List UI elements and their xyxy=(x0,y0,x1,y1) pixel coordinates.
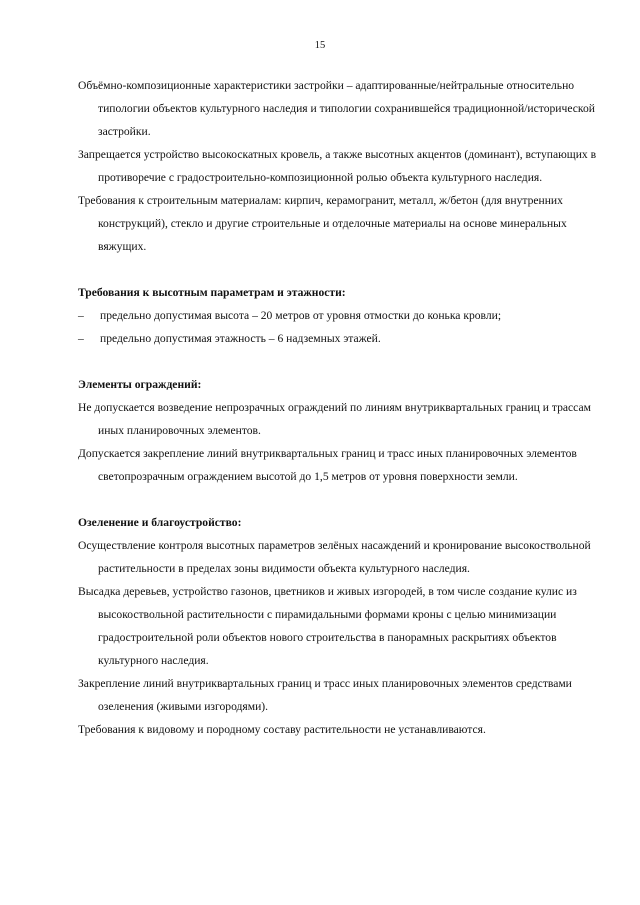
section-heading: Элементы ограждений: xyxy=(78,378,202,391)
paragraph: Объёмно-композиционные характеристики застройки – адаптированные/нейтральные относительно типологии объектов культурного наследия и типологии сохранившейся традиционной/исторической застройки. xyxy=(78,79,595,138)
list-item-text: предельно допустимая этажность – 6 надземных этажей. xyxy=(100,332,381,345)
intro-section xyxy=(78,74,598,258)
list-item xyxy=(78,304,598,327)
fences-section xyxy=(78,373,598,488)
section-heading: Озеленение и благоустройство: xyxy=(78,516,242,529)
height-section xyxy=(78,281,598,350)
list-item xyxy=(78,327,598,350)
paragraph: Запрещается устройство высокоскатных кровель, а также высотных акцентов (доминант), вступающих в противоречие с градостроительно-композиционной ролью объекта культурного наследия. xyxy=(78,148,597,184)
page-content xyxy=(78,74,598,741)
paragraph: Требования к строительным материалам: кирпич, керамогранит, металл, ж/бетон (для внутренних конструкций), стекло и другие строительные и отделочные материалы на основе минеральных вяжущих. xyxy=(78,194,567,253)
section-heading: Требования к высотным параметрам и этажности: xyxy=(78,286,346,299)
greening-section xyxy=(78,511,598,741)
paragraph: Не допускается возведение непрозрачных ограждений по линиям внутриквартальных границ и трассам иных планировочных элементов. xyxy=(78,401,591,437)
page-number: 15 xyxy=(314,40,326,51)
paragraph: Допускается закрепление линий внутриквартальных границ и трасс иных планировочных элементов светопрозрачным ограждением высотой до 1,5 метров от уровня поверхности земли. xyxy=(78,447,577,483)
paragraph: Высадка деревьев, устройство газонов, цветников и живых изгородей, в том числе создание кулис из высокоствольной растительности с пирамидальными формами кроны с целью минимизации градостроительной роли объектов нового строительства в панорамных раскрытиях объектов культурного наследия. xyxy=(78,585,577,667)
dash-bullet: – xyxy=(78,332,84,345)
paragraph: Осуществление контроля высотных параметров зелёных насаждений и кронирование высокоствольной растительности в пределах зоны видимости объекта культурного наследия. xyxy=(78,539,591,575)
list-item-text: предельно допустимая высота – 20 метров от уровня отмостки до конька кровли; xyxy=(100,309,502,322)
paragraph: Закрепление линий внутриквартальных границ и трасс иных планировочных элементов средствами озеленения (живыми изгородями). xyxy=(78,677,572,713)
paragraph: Требования к видовому и породному составу растительности не устанавливаются. xyxy=(78,723,486,736)
dash-bullet: – xyxy=(78,309,84,322)
